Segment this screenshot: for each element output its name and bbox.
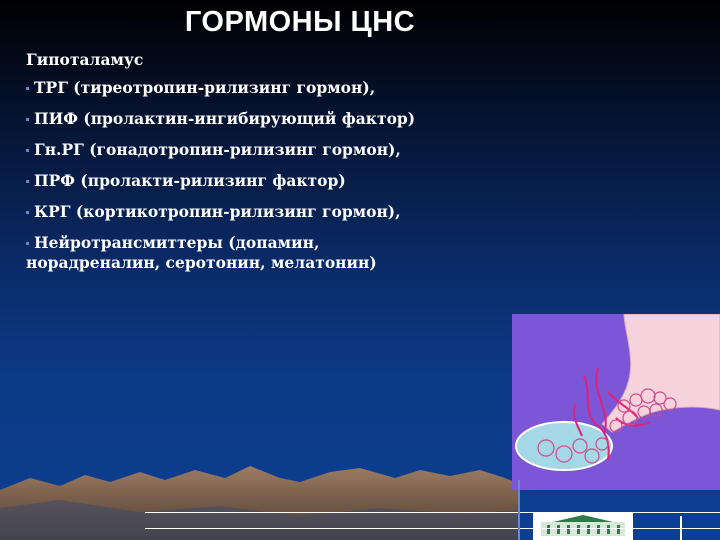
footer-line: [145, 528, 720, 529]
hormone-list: [26, 78, 496, 273]
list-item: КРГ (кортикотропин-рилизинг гормон),: [26, 202, 496, 222]
list-item: ПИФ (пролактин-ингибирующий фактор): [26, 109, 496, 129]
list-item: ТРГ (тиреотропин-рилизинг гормон),: [26, 78, 496, 98]
hypothalamus-pituitary-illustration-icon: [512, 314, 720, 490]
list-item: Гн.РГ (гонадотропин-рилизинг гормон),: [26, 140, 496, 160]
list-item: ПРФ (пролакти-рилизинг фактор): [26, 171, 496, 191]
footer-divider: [680, 516, 682, 540]
list-item-line: норадреналин, серотонин, мелатонин): [26, 253, 377, 272]
list-item-line: Нейротрансмиттеры (допамин,: [34, 233, 320, 252]
building-logo-icon: [533, 512, 633, 540]
footer-line: [145, 512, 720, 513]
section-heading: Гипоталамус: [26, 50, 144, 69]
slide-title: ГОРМОНЫ ЦНС: [184, 6, 416, 38]
footer-divider: [518, 480, 520, 540]
content-block: [26, 50, 496, 284]
list-item: [26, 233, 496, 273]
